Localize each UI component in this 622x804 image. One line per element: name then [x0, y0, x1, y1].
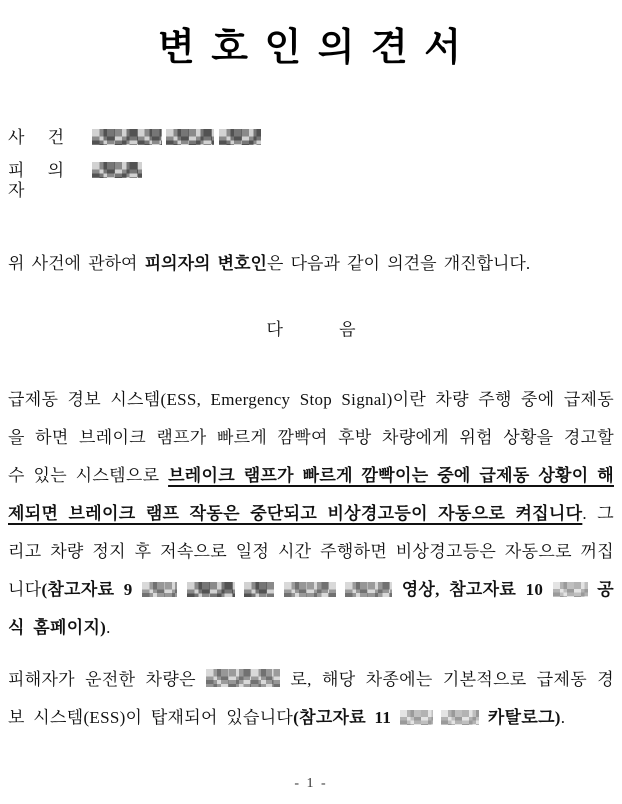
text-run	[588, 580, 598, 599]
text-run	[177, 580, 187, 599]
redaction-block	[206, 669, 280, 687]
text-run: .	[560, 708, 566, 727]
case-number-value	[92, 128, 261, 148]
body-paragraph-1	[8, 381, 614, 647]
redaction-block	[345, 582, 392, 597]
bold-text: 카탈로그)	[487, 708, 561, 727]
text-run	[392, 580, 402, 599]
redaction-block	[92, 129, 162, 145]
text-run: 로, 해당 차종에는 기본적으로 급제동 경보 시스템(ESS)이 탑재되어 있습니다	[8, 670, 614, 727]
redaction-block	[166, 129, 214, 145]
suspect-row	[8, 161, 614, 201]
text-run: . 그리고 차량 정지 후 저속으로 일정 시간 주행하면 비상경고등은 자동으로 꺼집니다	[8, 504, 614, 599]
document-title: 변 호 인 의 견 서	[157, 27, 465, 69]
text-run: 피해자가 운전한 차량은	[8, 670, 207, 689]
redaction-block	[187, 582, 235, 597]
intro-sentence	[8, 253, 614, 275]
bold-text: (참고자료 11	[293, 708, 400, 727]
text-run: 위 사건에 관하여	[8, 254, 145, 273]
bold-text: 영상, 참고자료 10	[401, 580, 553, 599]
text-run	[336, 580, 346, 599]
text-run	[479, 708, 488, 727]
redaction-block	[441, 710, 479, 725]
redaction-block	[244, 582, 274, 597]
bold-text: 피의자의 변호인	[144, 254, 267, 273]
bold-text: 공식 홈페이지)	[8, 580, 614, 637]
daum-heading: 다 음	[266, 320, 356, 339]
case-number-row	[8, 128, 614, 148]
suspect-label: 피 의 자	[8, 161, 64, 200]
redaction-block	[284, 582, 336, 597]
redaction-block	[142, 582, 177, 597]
text-run: 은 다음과 같이 의견을 개진합니다.	[266, 254, 531, 273]
text-run: 급제동 경보 시스템(ESS, Emergency Stop Signal)이란 차량 주행 중에 급제동을 하면 브레이크 램프가 빠르게 깜빡여 후방 차량에게 위험 상황을 경고할 수 있는 시스템으로	[8, 390, 614, 485]
text-run	[274, 580, 284, 599]
redaction-block	[553, 582, 588, 597]
redaction-block	[92, 162, 142, 178]
bold-underline-text: 브레이크 램프가 빠르게 깜빡이는 중에 급제동 상황이 해제되면 브레이크 램프 작동은 중단되고 비상경고등이 자동으로 켜집니다	[8, 466, 614, 523]
bold-text: (참고자료 9	[41, 580, 143, 599]
redaction-block	[219, 129, 261, 145]
text-run	[235, 580, 245, 599]
page-number: - 1 -	[294, 776, 328, 791]
suspect-name-value	[92, 161, 142, 181]
body-paragraph-2	[8, 661, 614, 737]
case-info-section	[8, 128, 614, 201]
text-run: .	[106, 618, 111, 637]
case-label: 사 건	[8, 128, 64, 147]
text-run	[433, 708, 442, 727]
redaction-block	[400, 710, 433, 725]
